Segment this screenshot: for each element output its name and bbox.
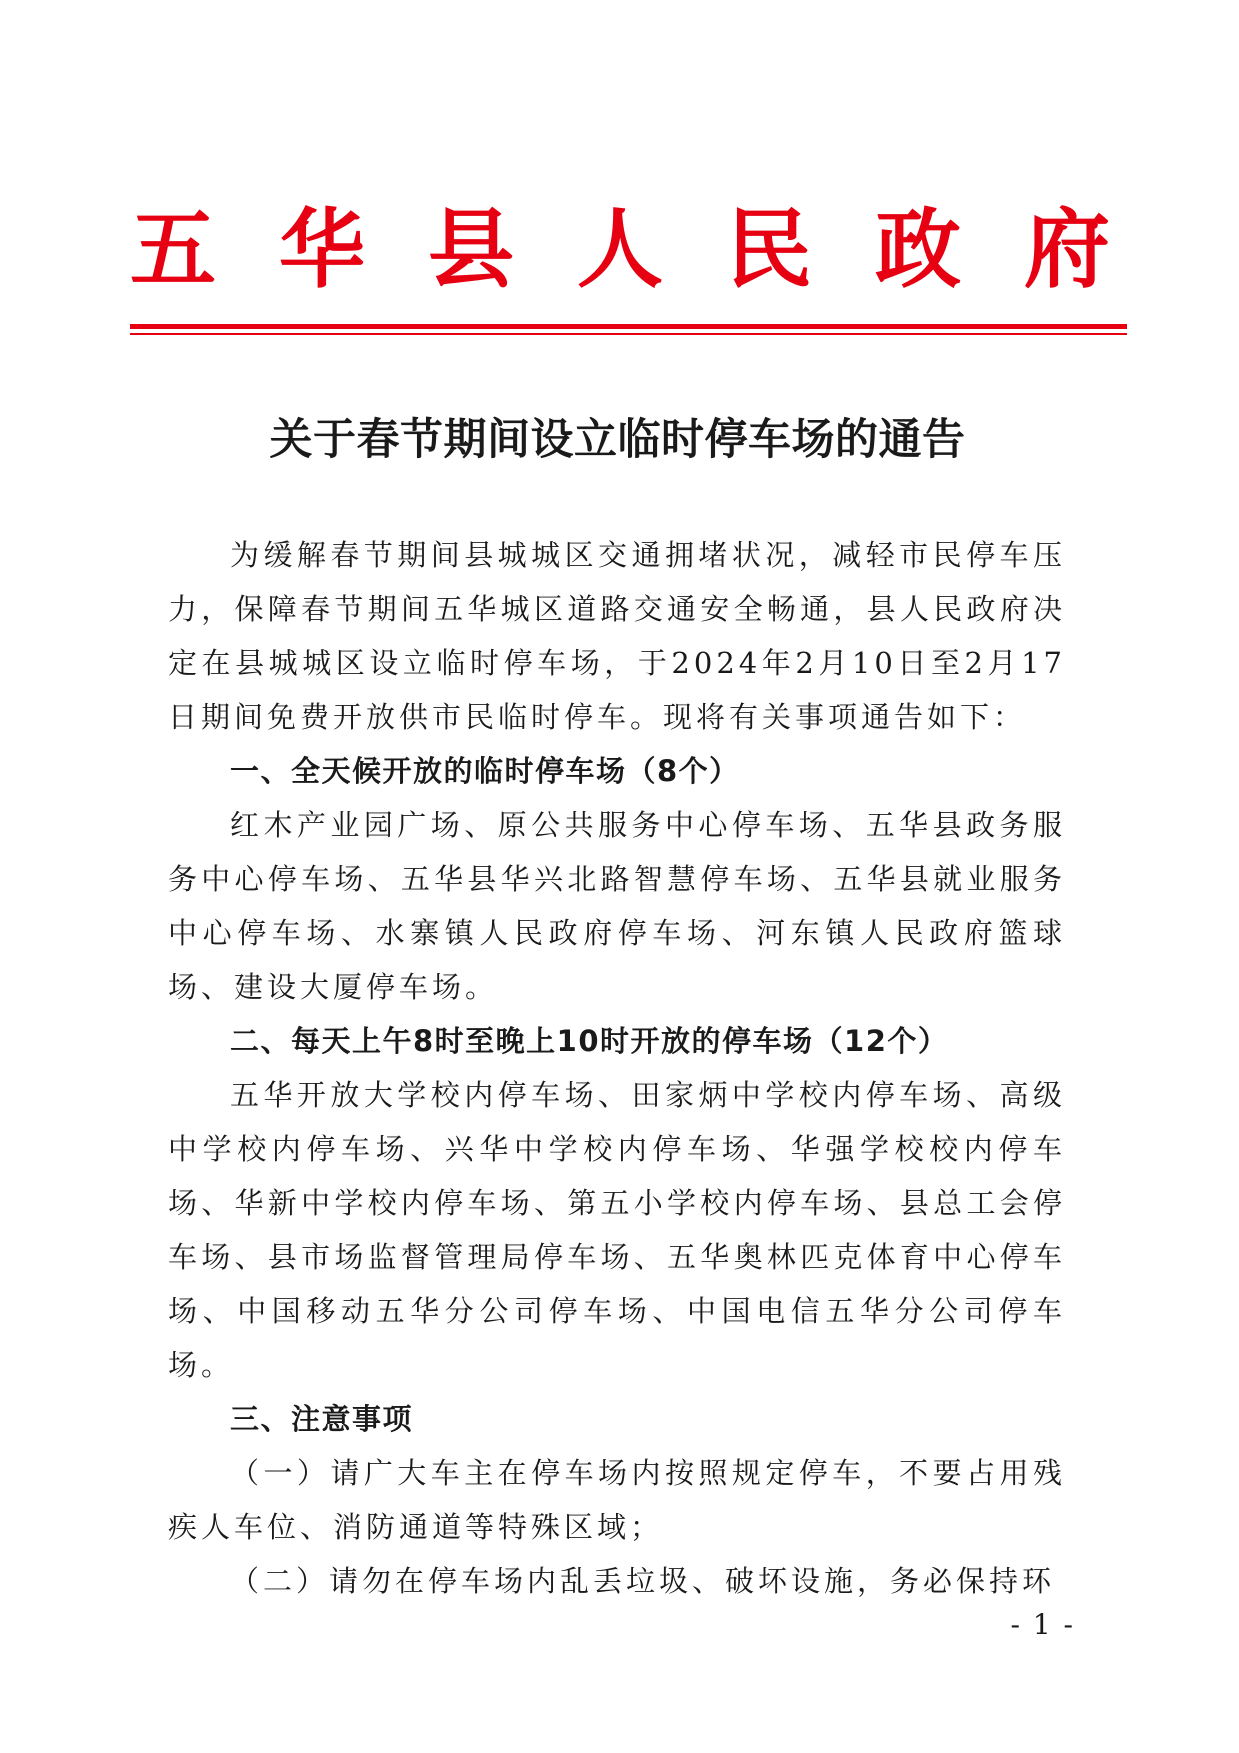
intro-paragraph: 为缓解春节期间县城城区交通拥堵状况，减轻市民停车压力，保障春节期间五华城区道路交通安全畅通，县人民政府决定在县城城区设立临时停车场，于2024年2月10日至2月17日期间免费开放供市民临时停车。现将有关事项通告如下： — [168, 538, 1066, 734]
document-body — [168, 528, 1066, 1608]
section-heading-1: 一、全天候开放的临时停车场（8个） — [230, 754, 740, 788]
header-char: 人 — [577, 199, 663, 300]
section-2-paragraph: 五华开放大学校内停车场、田家炳中学校内停车场、高级中学校内停车场、兴华中学校内停车场、华强学校校内停车场、华新中学校内停车场、第五小学校内停车场、县总工会停车场、县市场监督管理局停车场、五华奥林匹克体育中心停车场、中国移动五华分公司停车场、中国电信五华分公司停车场。 — [168, 1078, 1066, 1382]
section-1-paragraph: 红木产业园广场、原公共服务中心停车场、五华县政务服务中心停车场、五华县华兴北路智慧停车场、五华县就业服务中心停车场、水寨镇人民政府停车场、河东镇人民政府篮球场、建设大厦停车场。 — [168, 808, 1066, 1004]
section-heading-2: 二、每天上午8时至晚上10时开放的停车场（12个） — [230, 1024, 949, 1058]
page-number: - 1 - — [1010, 1608, 1075, 1641]
issuing-authority-header — [130, 200, 1110, 300]
header-char: 民 — [726, 199, 812, 300]
section-heading-3: 三、注意事项 — [230, 1402, 414, 1436]
header-char: 五 — [130, 199, 216, 300]
note-item-1: （一）请广大车主在停车场内按照规定停车，不要占用残疾人车位、消防通道等特殊区域； — [168, 1456, 1066, 1544]
header-red-rule-thick — [130, 324, 1127, 329]
header-char: 县 — [428, 199, 514, 300]
header-char: 华 — [279, 199, 365, 300]
header-char: 府 — [1024, 199, 1110, 300]
note-item-2: （二）请勿在停车场内乱丢垃圾、破坏设施，务必保持环 — [230, 1564, 1056, 1598]
header-red-rule-thin — [130, 333, 1127, 335]
document-title: 关于春节期间设立临时停车场的通告 — [269, 415, 966, 465]
header-char: 政 — [875, 199, 961, 300]
